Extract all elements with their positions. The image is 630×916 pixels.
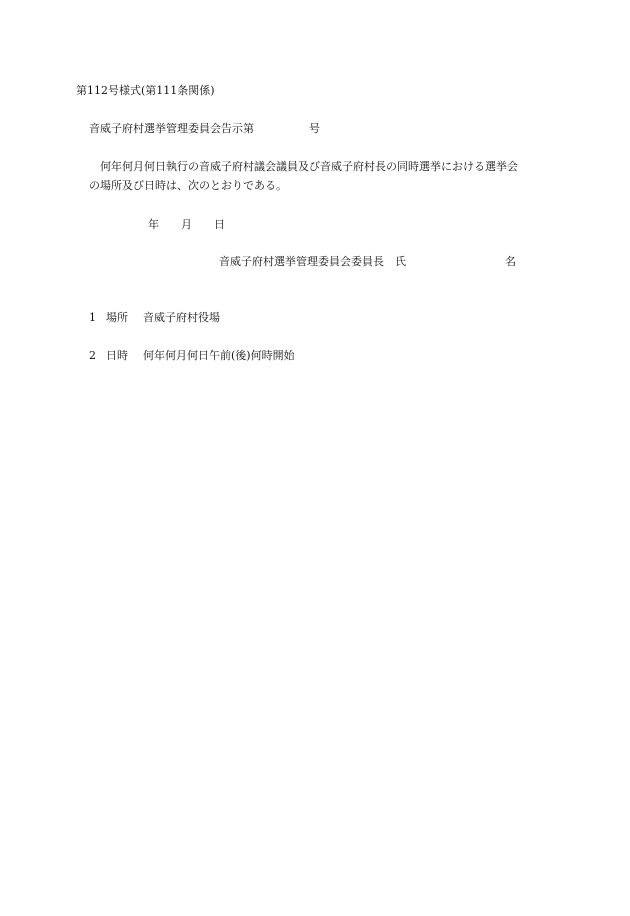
- form-number: 第112号様式(第111条関係): [76, 84, 215, 97]
- list-item-datetime: [89, 349, 295, 363]
- item-value: 何年何月何日午前(後)何時開始: [143, 349, 295, 362]
- item-label: 場所: [106, 311, 128, 324]
- body-text-line-2: の場所及び日時は、次のとおりである。: [89, 179, 287, 192]
- body-text-line-1: 何年何月何日執行の音威子府村議会議員及び音威子府村長の同時選挙における選挙会: [100, 160, 518, 173]
- item-value: 音威子府村役場: [143, 311, 220, 324]
- item-label: 日時: [106, 349, 128, 362]
- notice-title: 音威子府村選挙管理委員会告示第 号: [89, 122, 320, 135]
- item-number: 1: [89, 311, 96, 324]
- item-number: 2: [89, 349, 96, 362]
- list-item-place: [89, 311, 220, 325]
- date-line: 年 月 日: [148, 218, 225, 231]
- signature-line: 音威子府村選挙管理委員会委員長 氏 名: [219, 255, 516, 268]
